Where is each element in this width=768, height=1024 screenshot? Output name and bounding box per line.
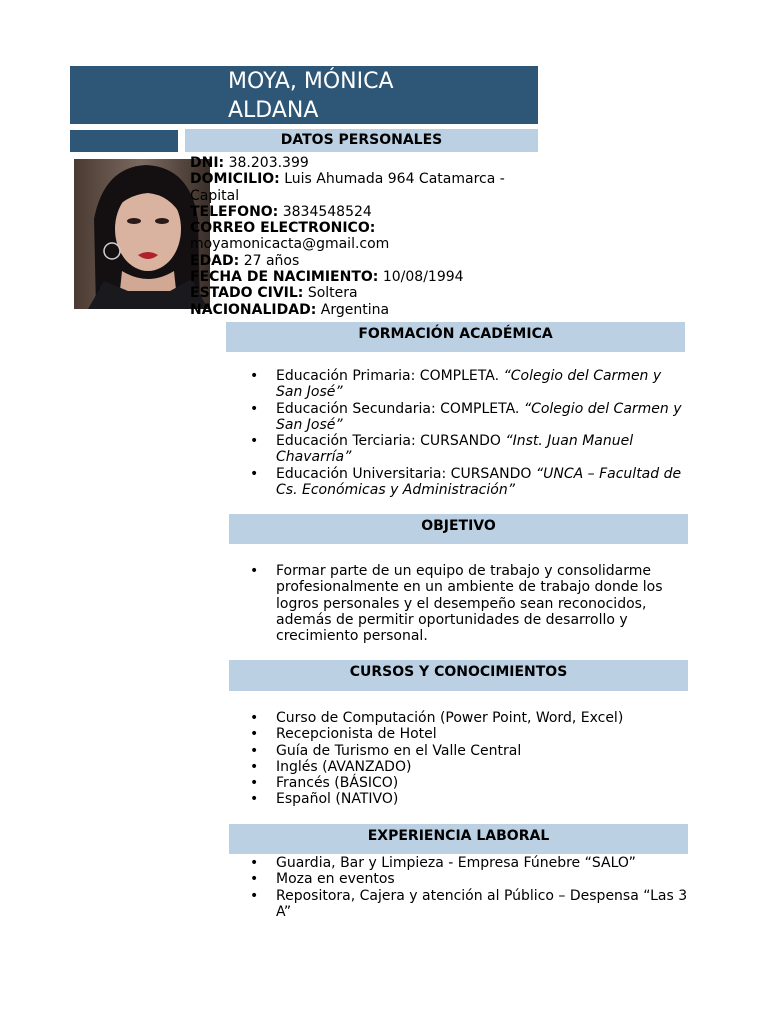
courses-list xyxy=(230,710,695,808)
list-item: • Español (NATIVO) xyxy=(230,791,695,807)
list-item: • Moza en eventos xyxy=(230,871,702,887)
experience-list xyxy=(230,855,702,920)
civil-status-row: ESTADO CIVIL: Soltera xyxy=(190,285,358,302)
section-header-experience: EXPERIENCIA LABORAL xyxy=(229,824,688,854)
accent-block xyxy=(70,130,178,152)
personal-data xyxy=(190,155,550,318)
section-header-education: FORMACIÓN ACADÉMICA xyxy=(226,322,685,352)
experience-section xyxy=(230,855,702,920)
courses-section xyxy=(230,710,695,808)
list-item: • Francés (BÁSICO) xyxy=(230,775,695,791)
list-item: • Educación Secundaria: COMPLETA. “Colegio del Carmen y San José” xyxy=(230,401,690,434)
age-row: EDAD: 27 años xyxy=(190,252,300,269)
list-item: • Curso de Computación (Power Point, Word, Excel) xyxy=(230,710,695,726)
list-item: • Educación Primaria: COMPLETA. “Colegio del Carmen y San José” xyxy=(230,368,690,401)
list-item: • Guía de Turismo en el Valle Central xyxy=(230,743,695,759)
list-item: • Recepcionista de Hotel xyxy=(230,726,695,742)
education-list xyxy=(230,368,690,498)
birthdate-row: FECHA DE NACIMIENTO: 10/08/1994 xyxy=(190,269,464,286)
email-value: moyamonicacta@gmail.com xyxy=(190,236,390,253)
list-item: • Inglés (AVANZADO) xyxy=(230,759,695,775)
list-item: • Educación Terciaria: CURSANDO “Inst. Juan Manuel Chavarría” xyxy=(230,433,690,466)
email-label: CORREO ELECTRONICO: xyxy=(190,220,376,237)
section-header-courses: CURSOS Y CONOCIMIENTOS xyxy=(229,660,688,691)
list-item: • Formar parte de un equipo de trabajo y consolidarme profesionalmente en un ambiente de trabajo donde los logros personales y el desempeño sean reconocidos, además de permitir oportunidades de desarrollo y crecimiento personal. xyxy=(230,563,695,644)
list-item: • Guardia, Bar y Limpieza - Empresa Fúnebre “SALO” xyxy=(230,855,702,871)
phone-row: TELEFONO: 3834548524 xyxy=(190,203,372,220)
education-section xyxy=(230,368,690,498)
list-item: • Repositora, Cajera y atención al Público – Despensa “Las 3 A” xyxy=(230,888,702,921)
section-header-objective: OBJETIVO xyxy=(229,514,688,544)
dni-row: DNI: 38.203.399 xyxy=(190,155,309,171)
list-item: • Educación Universitaria: CURSANDO “UNCA – Facultad de Cs. Económicas y Administración” xyxy=(230,466,690,499)
address-row-cont: Capital xyxy=(190,187,240,204)
objective-section xyxy=(230,563,695,644)
section-header-personal: DATOS PERSONALES xyxy=(185,129,538,152)
name-banner xyxy=(70,66,538,124)
candidate-name: MOYA, MÓNICA ALDANA xyxy=(228,69,394,123)
nationality-row: NACIONALIDAD: Argentina xyxy=(190,301,390,318)
address-row: DOMICILIO: Luis Ahumada 964 Catamarca - xyxy=(190,171,505,188)
objective-list xyxy=(230,563,695,644)
